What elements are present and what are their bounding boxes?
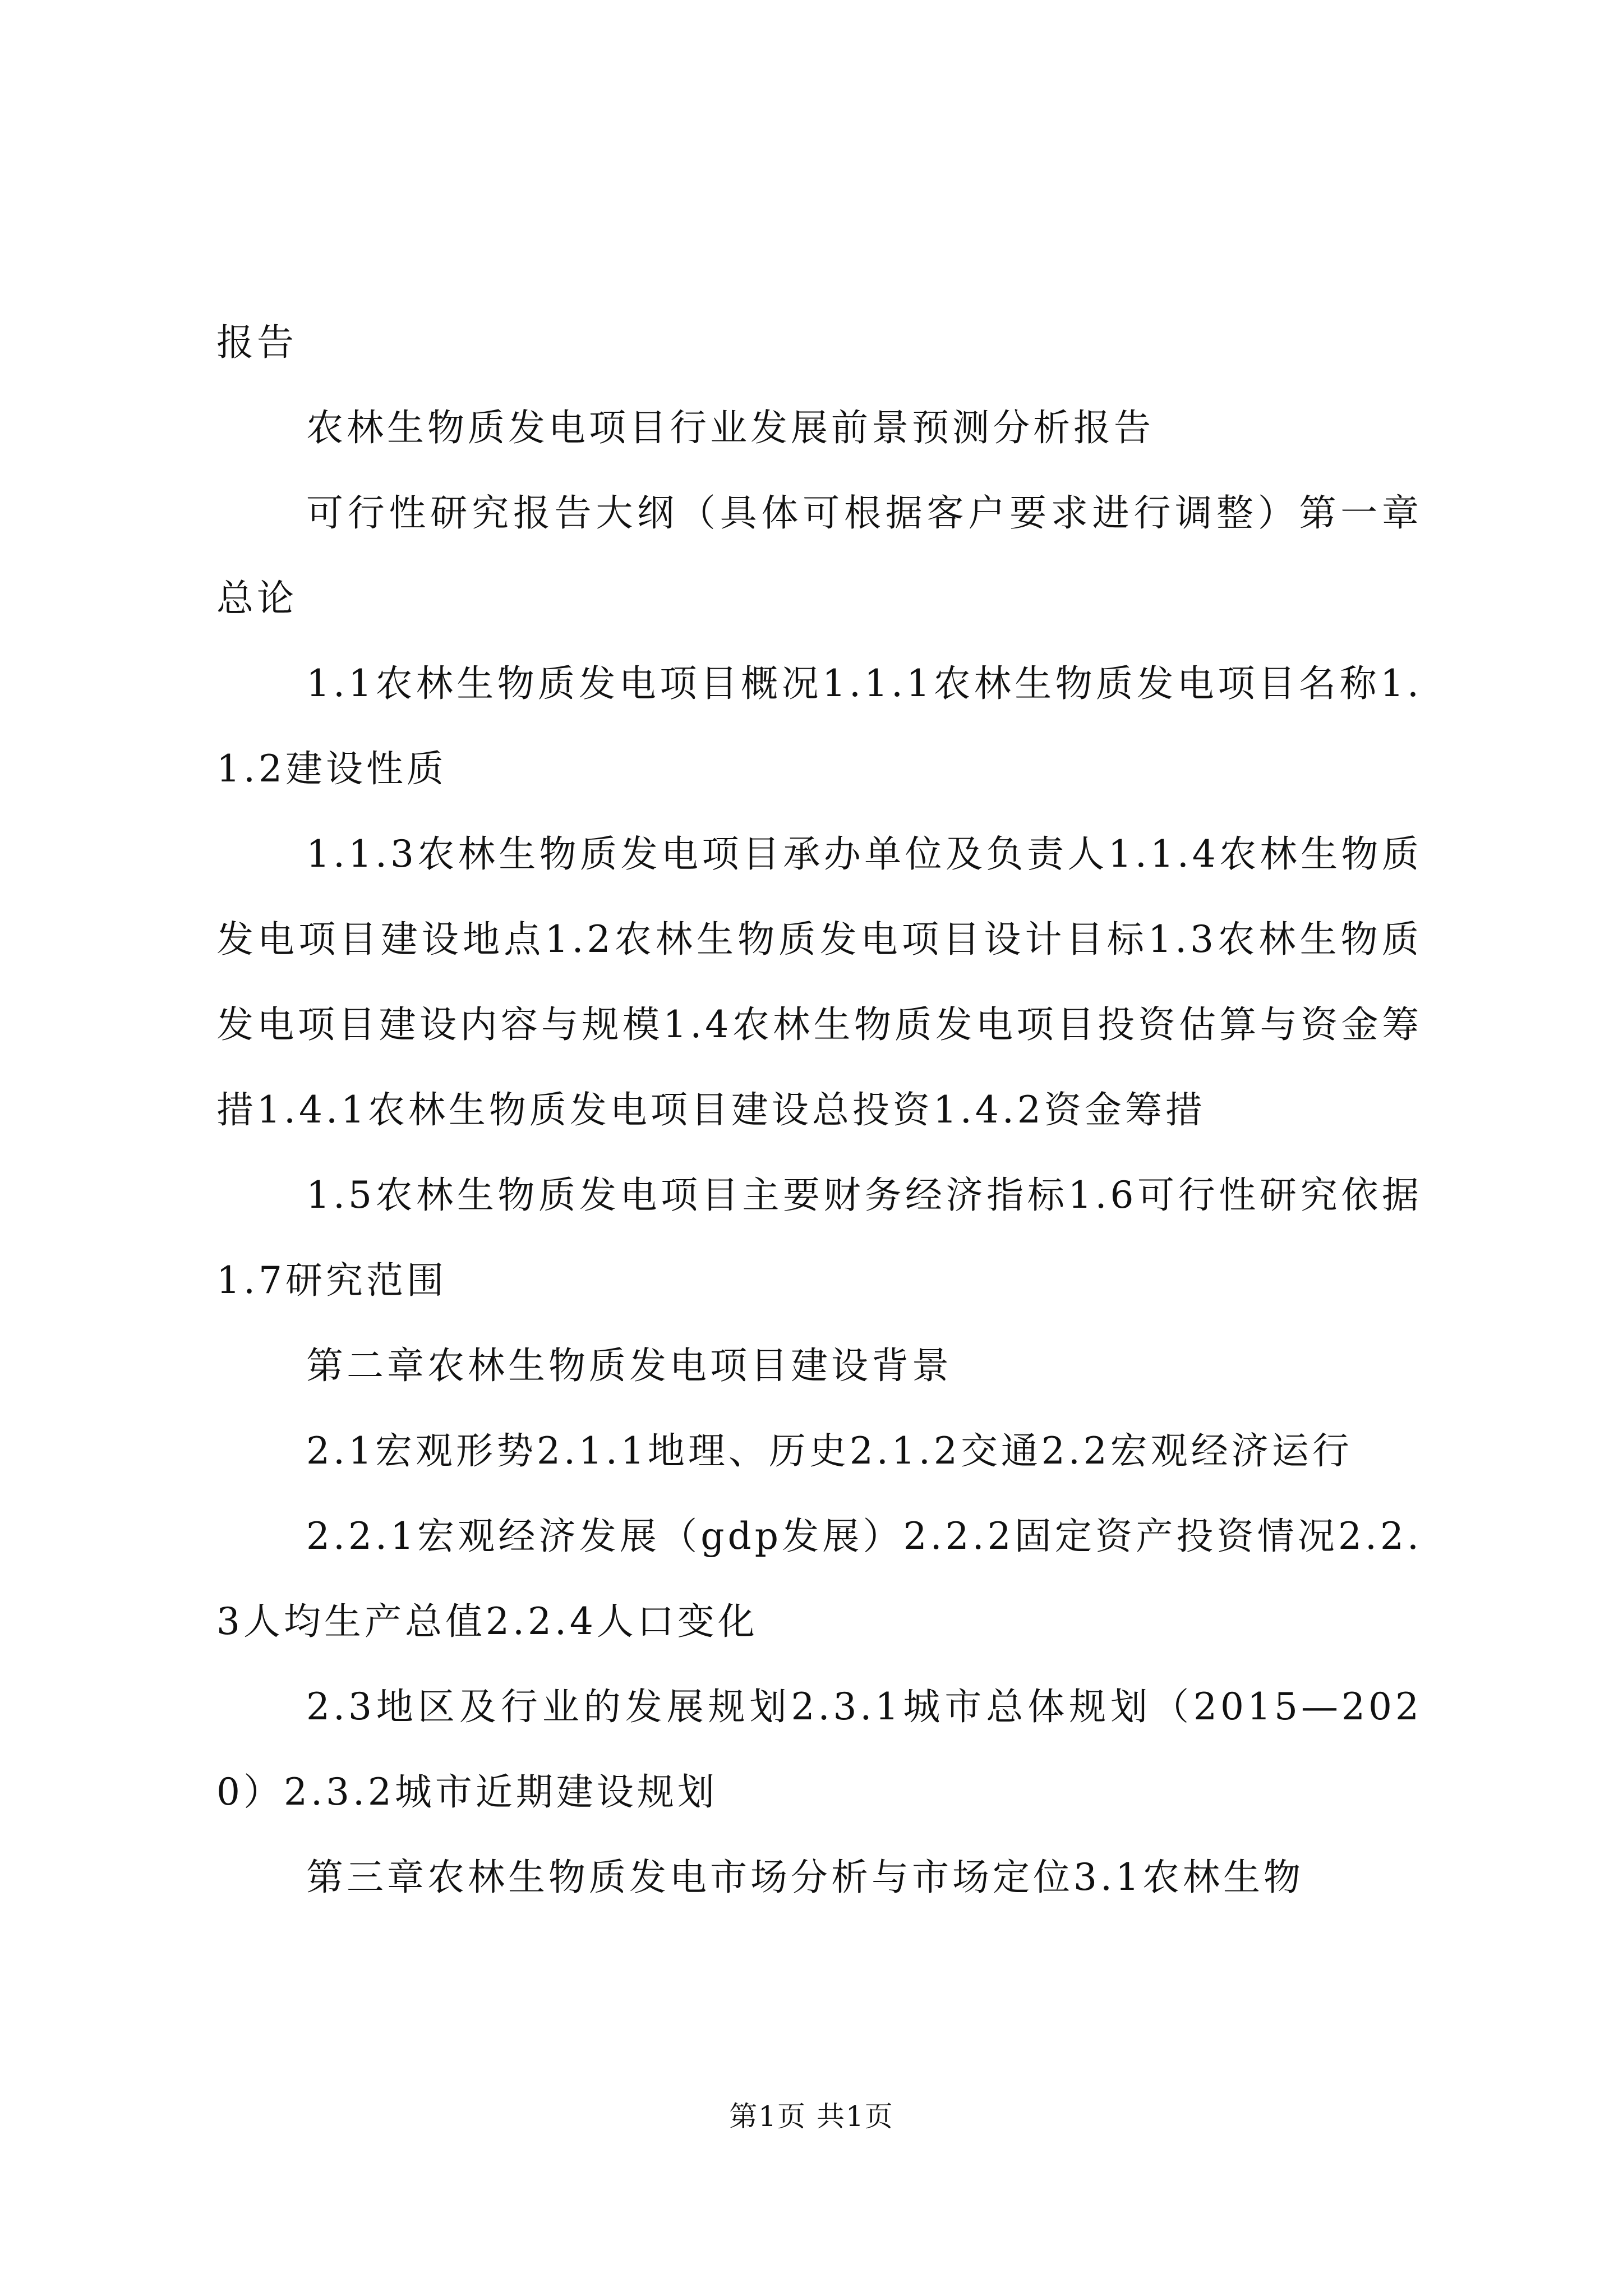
page-footer <box>0 2097 1623 2136</box>
paragraph-chapter-3-title: 第三章农林生物质发电市场分析与市场定位3.1农林生物 <box>306 1856 1304 1899</box>
paragraph-section-2-3: 2.3地区及行业的发展规划2.3.1城市总体规划（2015—2020）2.3.2城市近期建设规划 <box>216 1685 1422 1814</box>
paragraph-heading-fragment: 报告 <box>216 321 297 364</box>
paragraph-report-title: 农林生物质发电项目行业发展前景预测分析报告 <box>306 406 1154 449</box>
paragraph-chapter-2-title: 第二章农林生物质发电项目建设背景 <box>306 1344 952 1387</box>
paragraph-section-1-1: 1.1农林生物质发电项目概况1.1.1农林生物质发电项目名称1.1.2建设性质 <box>216 662 1422 790</box>
paragraph-section-1-1-3: 1.1.3农林生物质发电项目承办单位及负责人1.1.4农林生物质发电项目建设地点1.2农林生物质发电项目设计目标1.3农林生物质发电项目建设内容与规模1.4农林生物质发电项目投资估算与资金筹措1.4.1农林生物质发电项目建设总投资1.4.2资金筹措 <box>216 832 1422 1131</box>
paragraph-section-1-5: 1.5农林生物质发电项目主要财务经济指标1.6可行性研究依据1.7研究范围 <box>216 1174 1422 1302</box>
page-number-label: 第1页 共1页 <box>729 2100 894 2133</box>
document-body <box>216 300 1422 1920</box>
paragraph-section-2-1: 2.1宏观形势2.1.1地理、历史2.1.2交通2.2宏观经济运行 <box>306 1429 1353 1473</box>
paragraph-section-2-2-1: 2.2.1宏观经济发展（gdp发展）2.2.2固定资产投资情况2.2.3人均生产总值2.2.4人口变化 <box>216 1515 1422 1643</box>
paragraph-outline-intro: 可行性研究报告大纲（具体可根据客户要求进行调整）第一章总论 <box>216 491 1422 620</box>
